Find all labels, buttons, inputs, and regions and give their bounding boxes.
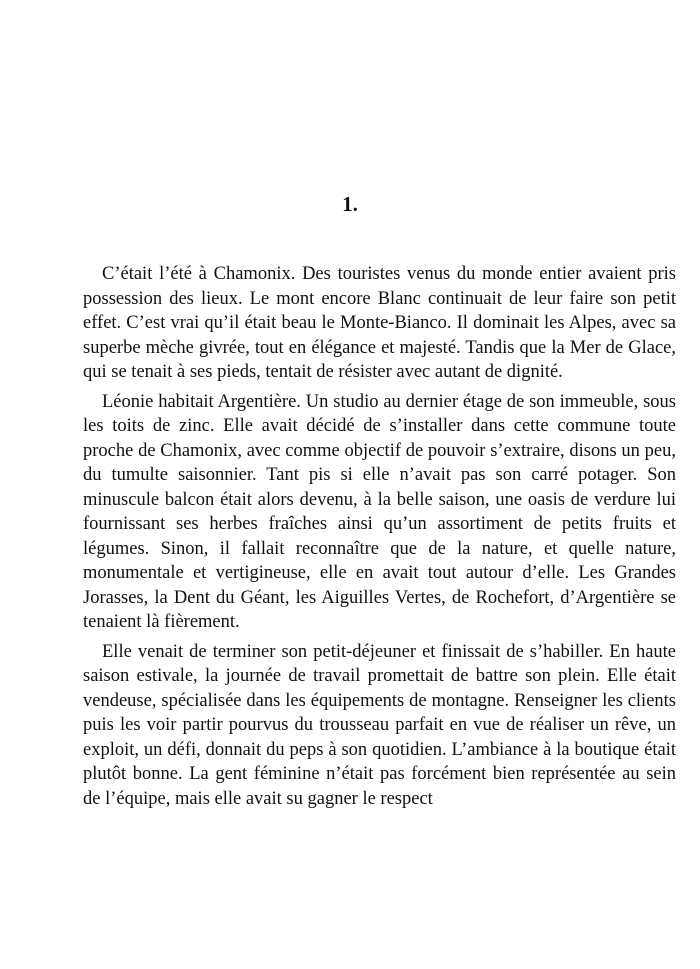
paragraph-1: C’était l’été à Chamonix. Des touristes venus du monde entier avaient pris possession des lieux. Le mont encore Blanc continuait de leur faire son petit effet. C’est vrai qu’il était beau le Monte-Bianco. Il dominait les Alpes, avec sa superbe mèche givrée, tout en élégance et majesté. Tandis que la Mer de Glace, qui se tenait à ses pieds, tentait de résister avec autant de dignité. <box>83 264 676 382</box>
paragraph-3: Elle venait de terminer son petit-déjeuner et finissait de s’habiller. En haute saison estivale, la journée de travail promettait de battre son plein. Elle était vendeuse, spécialisée dans les équipements de montagne. Renseigner les clients puis les voir partir pourvus du trousseau parfait en vue de réaliser un rêve, un exploit, un défi, donnait du peps à son quotidien. L’ambiance à la boutique était plutôt bonne. La gent féminine n’était pas forcément bien représentée au sein de l’équipe, mais elle avait su gagner le respect <box>83 641 676 809</box>
chapter-number: 1. <box>342 192 358 216</box>
body-text <box>83 262 676 811</box>
paragraph-2: Léonie habitait Argentière. Un studio au dernier étage de son immeuble, sous les toits de zinc. Elle avait décidé de s’installer dans cette commune toute proche de Chamonix, avec comme objectif de pouvoir s’extraire, disons un peu, du tumulte saisonnier. Tant pis si elle n’avait pas son carré potager. Son minuscule balcon était alors devenu, à la belle saison, une oasis de verdure lui fournissant ses herbes fraîches ainsi qu’un assortiment de petits fruits et légumes. Sinon, il fallait reconnaître que de la nature, et quelle nature, monumentale et vertigineuse, elle en avait tout autour d’elle. Les Grandes Jorasses, la Dent du Géant, les Aiguilles Vertes, de Rochefort, d’Argentière se tenaient là fièrement. <box>83 391 676 632</box>
